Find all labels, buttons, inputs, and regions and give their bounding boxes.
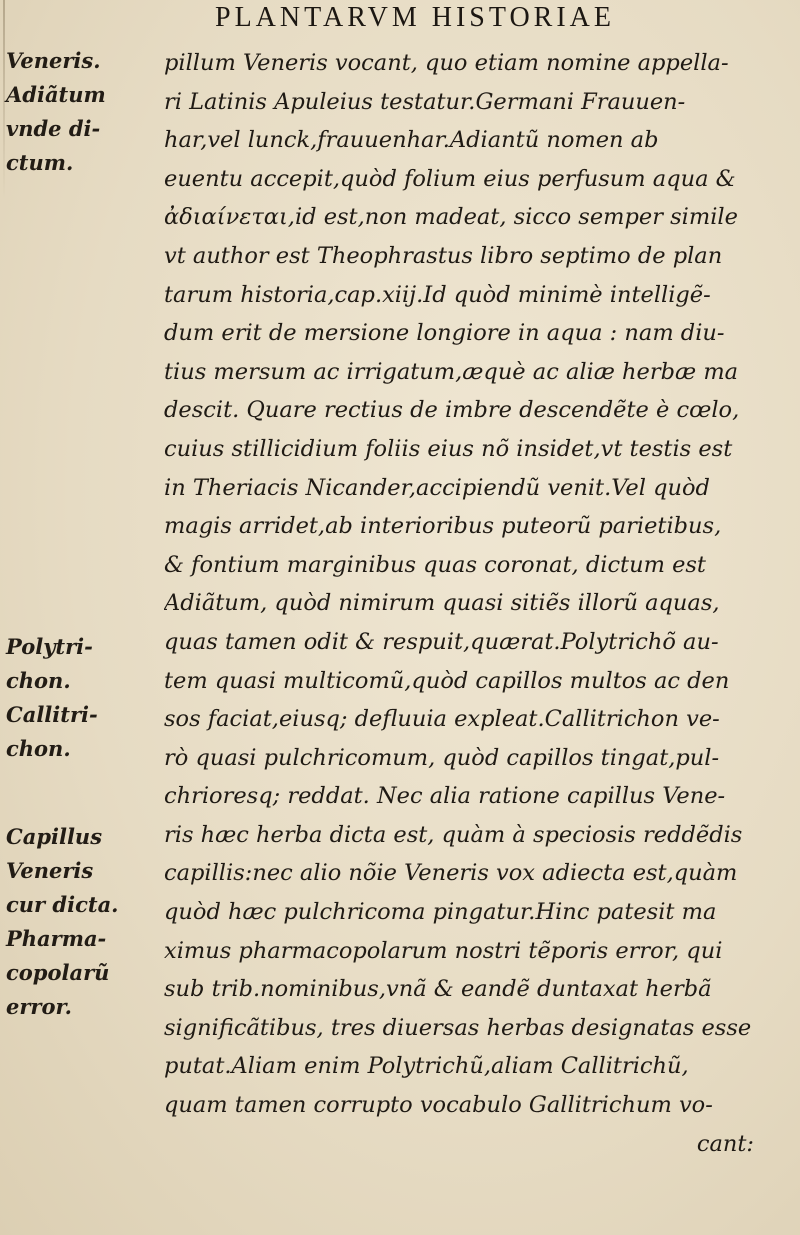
text-line: tem quasi multicomũ,quòd capillos multos ac den bbox=[164, 667, 730, 694]
text-line: significãtibus, tres diuersas herbas designatas esse bbox=[164, 1014, 752, 1041]
text-line: quòd hæc pulchricoma pingatur.Hinc patesit ma bbox=[164, 899, 717, 926]
text-line: rò quasi pulchricomum, quòd capillos tingat,pul- bbox=[164, 744, 720, 771]
text-line: putat.Aliam enim Polytrichũ,aliam Callitrichũ, bbox=[164, 1053, 689, 1080]
text-line: ris hæc herba dicta est, quàm à speciosis reddẽdis bbox=[164, 821, 743, 848]
text-line: tius mersum ac irrigatum,æquè ac aliæ herbæ ma bbox=[164, 358, 739, 385]
text-line: ἀδιαίνεται,id est,non madeat, sicco semper simile bbox=[164, 204, 738, 231]
margin-note bbox=[6, 630, 156, 766]
margin-note-line: Veneris bbox=[6, 858, 94, 883]
margin-note-line: error. bbox=[6, 994, 72, 1019]
text-line: dum erit de mersione longiore in aqua : nam diu- bbox=[164, 320, 725, 347]
text-line: & fontium marginibus quas coronat, dictum est bbox=[164, 551, 706, 578]
text-line: quam tamen corrupto vocabulo Gallitrichum vo- bbox=[164, 1092, 713, 1119]
text-line: chrioresq; reddat. Nec alia ratione capillus Vene- bbox=[164, 783, 726, 810]
margin-note-line: Polytri- bbox=[6, 634, 93, 659]
text-line: cuius stillicidium foliis eius nõ insidet,vt testis est bbox=[164, 435, 733, 462]
margin-note bbox=[6, 44, 156, 180]
margin-note-line: ctum. bbox=[6, 150, 74, 175]
gutter-shadow bbox=[3, 0, 5, 200]
margin-note-line: chon. bbox=[6, 736, 71, 761]
margin-note-line: Callitri- bbox=[6, 702, 98, 727]
margin-note-line: Pharma- bbox=[6, 926, 107, 951]
text-line: sos faciat,eiusq; defluuia expleat.Callitrichon ve- bbox=[164, 706, 720, 733]
text-line: ri Latinis Apuleius testatur.Germani Frauuen- bbox=[164, 88, 686, 115]
margin-note-line: copolarũ bbox=[6, 960, 110, 985]
margin-note-line: Capillus bbox=[6, 824, 103, 849]
margin-note-line: cur dicta. bbox=[6, 892, 119, 917]
text-line: har,vel lunck,frauuenhar.Adiantũ nomen ab bbox=[164, 127, 659, 154]
text-line: descit. Quare rectius de imbre descendẽte è cœlo, bbox=[164, 397, 740, 424]
text-line: quas tamen odit & respuit,quærat.Polytrichõ au- bbox=[164, 628, 719, 655]
text-line: cant: bbox=[696, 1130, 754, 1157]
margin-note-line: Adiãtum bbox=[6, 82, 106, 107]
text-line: vt author est Theophrastus libro septimo de plan bbox=[164, 242, 723, 269]
margin-note-line: vnde di- bbox=[6, 116, 101, 141]
text-line: capillis:nec alio nõie Veneris vox adiecta est,quàm bbox=[164, 860, 738, 887]
margin-note-line: Veneris. bbox=[6, 48, 101, 73]
text-line: pillum Veneris vocant, quo etiam nomine appella- bbox=[164, 50, 729, 76]
body-text bbox=[164, 44, 794, 1163]
running-head: PLANTARVM HISTORIAE bbox=[215, 2, 616, 33]
margin-note bbox=[6, 820, 156, 1024]
text-line: euentu accepit,quòd folium eius perfusum aqua & bbox=[164, 165, 736, 192]
text-line: Adiãtum, quòd nimirum quasi sitiẽs illorũ aquas, bbox=[164, 590, 720, 617]
text-line: magis arridet,ab interioribus puteorũ parietibus, bbox=[164, 513, 722, 540]
margin-note-line: chon. bbox=[6, 668, 71, 693]
text-line: in Theriacis Nicander,accipiendũ venit.Vel quòd bbox=[164, 474, 710, 501]
text-line: tarum historia,cap.xiij.Id quòd minimè intelligẽ- bbox=[164, 281, 711, 308]
text-line: sub trib.nominibus,vnã & eandẽ duntaxat herbã bbox=[164, 976, 712, 1003]
text-line: ximus pharmacopolarum nostri tẽporis error, qui bbox=[164, 937, 723, 964]
